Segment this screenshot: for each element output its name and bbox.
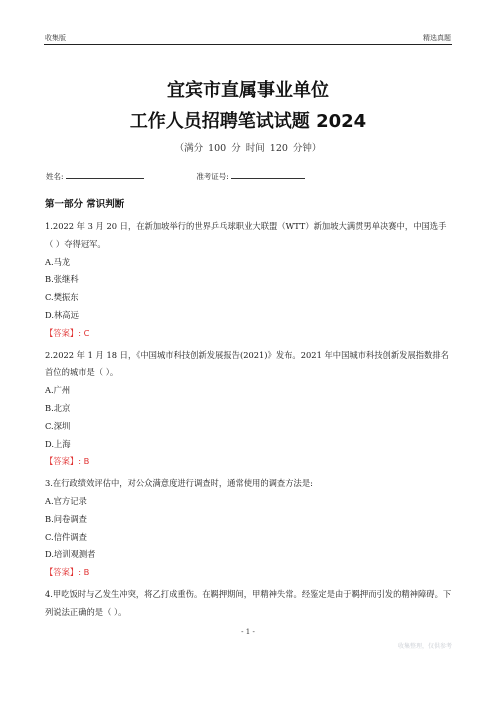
option: A.广州 [45,385,71,396]
page-number: - 1 - [241,628,255,636]
question-1 [45,218,453,343]
question-stem: 2.2022 年 1 月 18 日，《中国城市科技创新发展报告(2021)》发布。2021 年中国城市科技创新发展指数排名首位的城市是（ ）。 [45,349,449,378]
option: A.官方记录 [45,495,87,506]
header-left-text: 收集版 [45,34,66,42]
document-title-line1: 宜宾市直属事业单位 [167,80,329,101]
option: D.上海 [45,438,71,449]
option: C.信件调查 [45,531,87,542]
footer-watermark: 收集整理，仅供参考 [397,643,452,650]
option: B.问卷调查 [45,513,87,524]
option: C.樊振东 [45,292,79,303]
option: B.张继科 [45,274,79,285]
document-title-line2: 工作人员招聘笔试试题 2024 [129,111,367,132]
question-stem: 1.2022 年 3 月 20 日，在新加坡举行的世界乒乓球职业大联盟（WTT）新加坡大满贯男单决赛中，中国选手（ ）夺得冠军。 [45,221,447,249]
answer-label: 【答案】: C [45,327,90,338]
question-stem: 3.在行政绩效评估中，对公众满意度进行调查时，通常使用的调查方法是: [45,478,313,489]
option: D.培训观测者 [45,549,96,560]
question-2 [45,347,453,472]
option: A.马龙 [45,256,71,267]
candidate-fields [46,170,305,182]
exam-subtitle: （满分 100 分 时间 120 分钟） [174,143,322,154]
option: B.北京 [45,402,71,413]
question-4 [45,586,453,622]
question-3 [45,475,453,582]
answer-label: 【答案】: B [45,567,90,578]
ticket-label: 准考证号: [196,172,229,181]
header-rule [44,44,452,45]
question-stem: 4.甲吃饭时与乙发生冲突，将乙打成重伤。在羁押期间，甲精神失常。经鉴定是由于羁押而引发的精神障碍。下列说法正确的是（ ）。 [45,588,452,617]
section-title: 第一部分 常识判断 [45,199,125,210]
ticket-blank [231,170,305,179]
name-label: 姓名: [46,172,64,181]
question-list [45,218,453,622]
name-blank [66,170,144,179]
option: D.林高远 [45,309,79,320]
header-right-text: 精选真题 [423,34,451,42]
option: C.深圳 [45,420,71,431]
answer-label: 【答案】: B [45,456,90,467]
